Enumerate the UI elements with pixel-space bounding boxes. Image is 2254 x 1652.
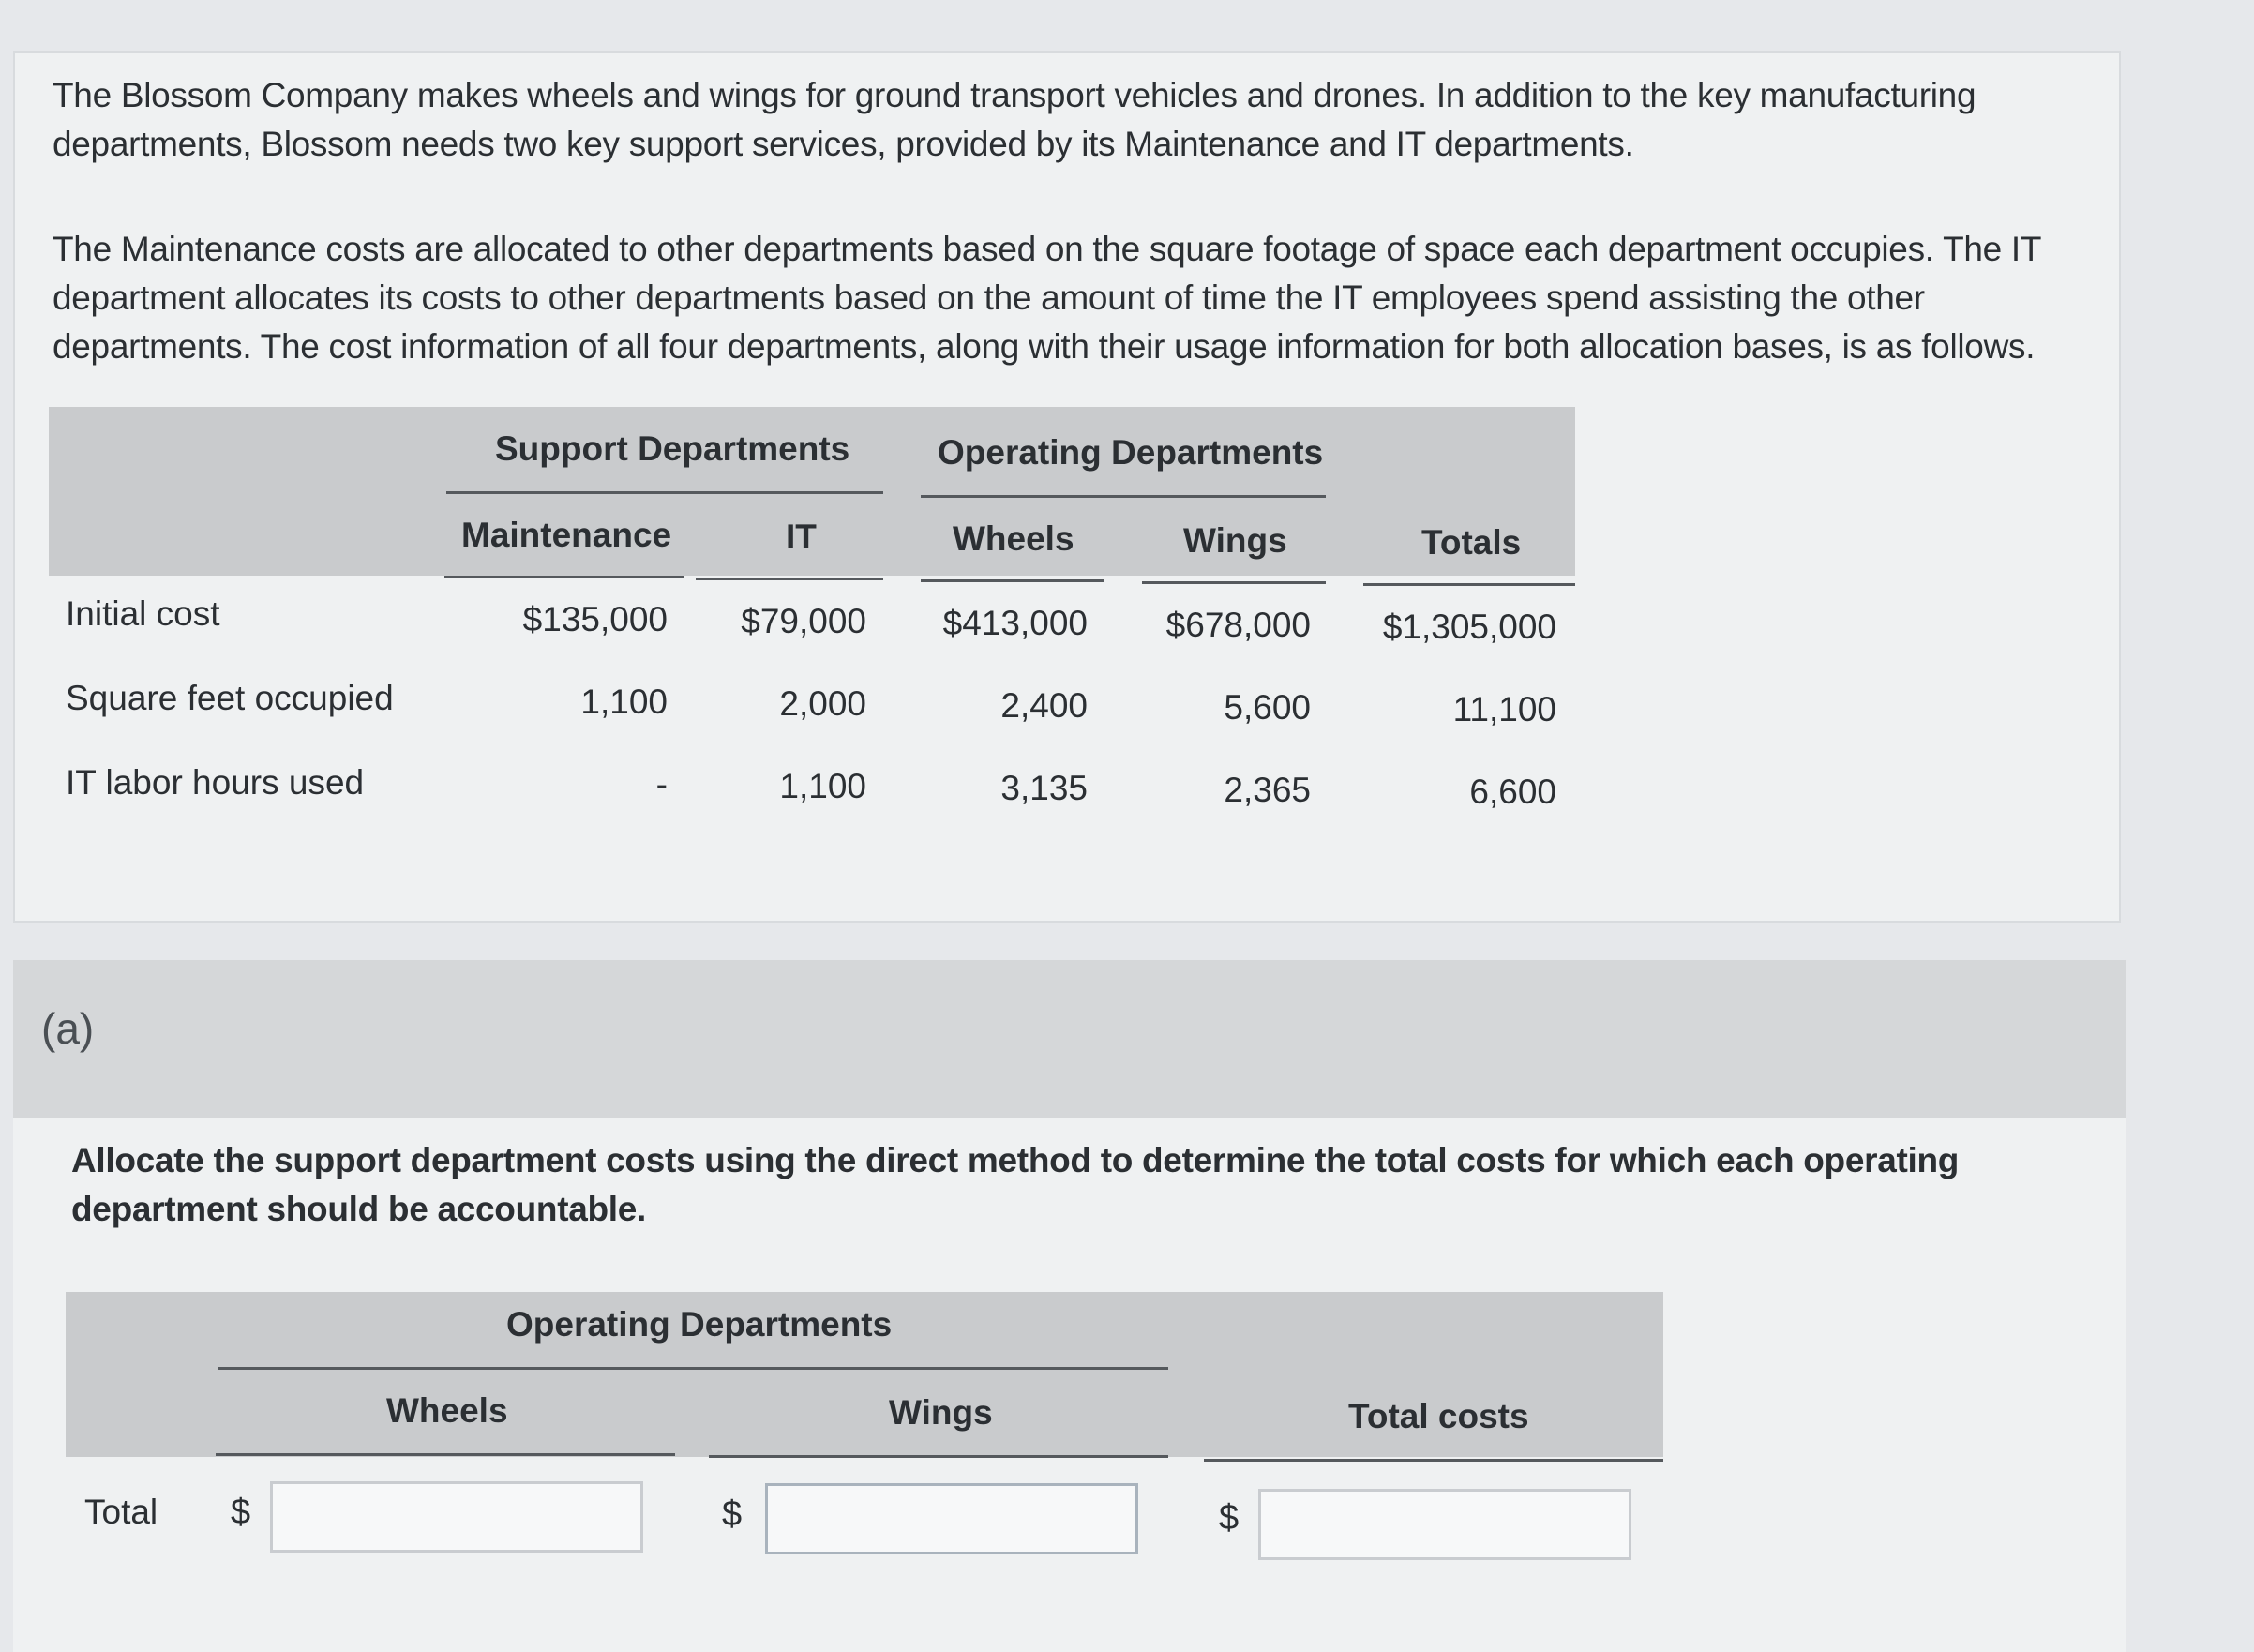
answer-operating-rule	[218, 1367, 1168, 1370]
answer-wings-rule	[709, 1455, 1168, 1458]
it-hours-wheels: 3,135	[1000, 769, 1088, 807]
it-col-rule	[696, 578, 883, 580]
part-a-header-band	[13, 960, 2126, 1118]
header-it: IT	[786, 518, 817, 556]
operating-group-rule	[921, 495, 1326, 498]
intro-paragraph-2: The Maintenance costs are allocated to other departments based on the square footage of space each department occupies. The IT department allocates its costs to other departments based on the amount of time the IT employees spend assisting the other departments. The cost information of all four departments, along with their usage information for both allocation bases, is as follows.	[53, 230, 2041, 366]
wings-col-rule	[1142, 581, 1326, 584]
square-feet-maintenance: 1,100	[580, 683, 668, 721]
header-totals: Totals	[1421, 523, 1522, 562]
total-costs-input[interactable]	[1258, 1489, 1631, 1560]
maintenance-col-rule	[444, 576, 684, 578]
totals-col-rule	[1363, 583, 1575, 586]
header-operating-departments: Operating Departments	[938, 433, 1324, 472]
header-wings: Wings	[1183, 521, 1287, 560]
part-a-instruction: Allocate the support department costs using the direct method to determine the total costs for which each operating department should be accountable.	[71, 1141, 1960, 1228]
square-feet-wheels: 2,400	[1000, 686, 1088, 725]
square-feet-totals: 11,100	[1452, 690, 1556, 728]
it-hours-it: 1,100	[779, 767, 866, 805]
answer-header-operating-departments: Operating Departments	[506, 1305, 893, 1344]
wings-total-input[interactable]	[765, 1483, 1138, 1554]
wheels-col-rule	[921, 579, 1104, 582]
answer-wheels-rule	[216, 1453, 675, 1456]
it-hours-maintenance: -	[655, 765, 668, 803]
row-label-it-labor-hours: IT labor hours used	[66, 763, 365, 802]
support-group-rule	[446, 491, 883, 494]
wheels-total-input[interactable]	[270, 1481, 643, 1553]
total-costs-currency-symbol: $	[1219, 1498, 1240, 1538]
answer-total-rule	[1204, 1459, 1663, 1462]
initial-cost-wheels: $413,000	[942, 604, 1088, 642]
answer-header-total-costs: Total costs	[1348, 1397, 1529, 1435]
row-label-square-feet: Square feet occupied	[66, 679, 394, 717]
header-support-departments: Support Departments	[495, 429, 850, 468]
answer-header-wings: Wings	[889, 1393, 993, 1432]
intro-paragraph-1: The Blossom Company makes wheels and wings for ground transport vehicles and drones. In addition to the key manufacturing departments, Blossom needs two key support services, provided by its Maintenance and IT departments.	[53, 76, 1976, 163]
initial-cost-maintenance: $135,000	[522, 600, 668, 638]
header-wheels: Wheels	[953, 519, 1074, 558]
initial-cost-wings: $678,000	[1165, 606, 1311, 644]
initial-cost-it: $79,000	[741, 602, 866, 640]
initial-cost-totals: $1,305,000	[1382, 608, 1556, 646]
wings-currency-symbol: $	[722, 1494, 743, 1534]
wheels-currency-symbol: $	[231, 1493, 251, 1532]
header-maintenance: Maintenance	[461, 516, 672, 554]
it-hours-wings: 2,365	[1224, 771, 1311, 809]
square-feet-wings: 5,600	[1224, 688, 1311, 727]
part-a-label: (a)	[41, 1004, 95, 1053]
it-hours-totals: 6,600	[1469, 773, 1556, 811]
answer-header-wheels: Wheels	[386, 1391, 508, 1430]
answer-row-label-total: Total	[84, 1493, 158, 1531]
square-feet-it: 2,000	[779, 684, 866, 723]
row-label-initial-cost: Initial cost	[66, 594, 220, 633]
